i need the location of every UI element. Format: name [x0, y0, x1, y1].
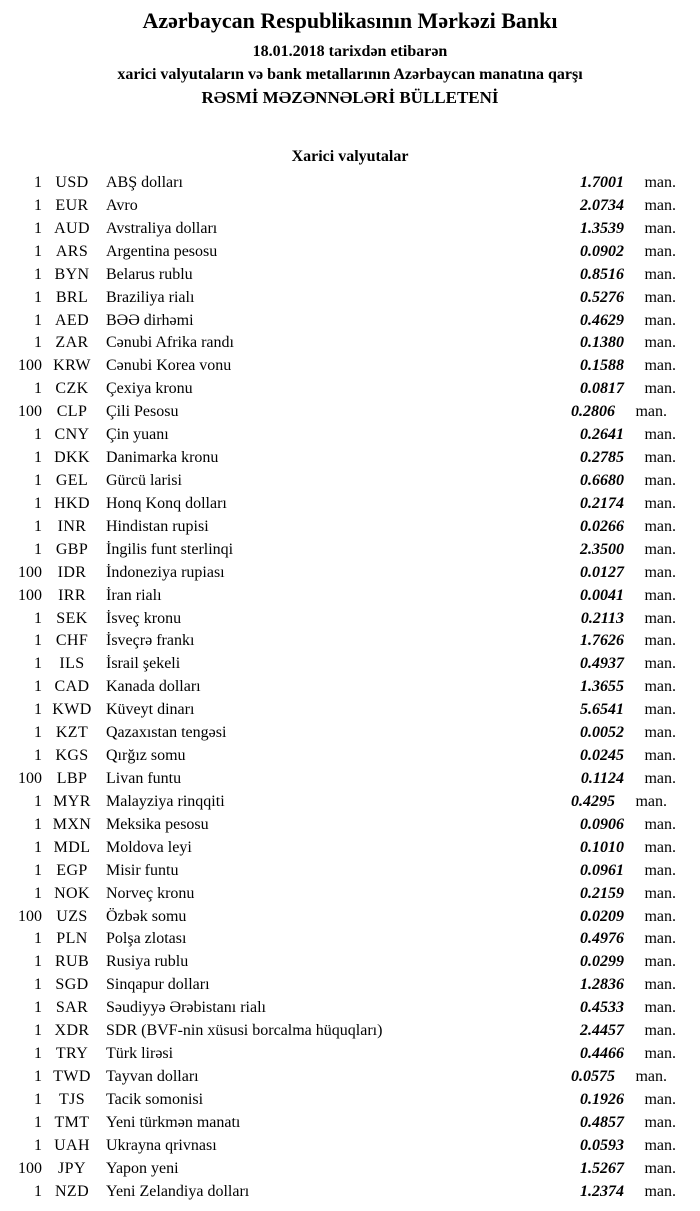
- exchange-rate: 2.0734: [580, 196, 624, 214]
- table-row: [0, 930, 700, 953]
- unit-label: man.: [644, 242, 676, 260]
- currency-code: IDR: [57, 563, 87, 581]
- currency-name: Cənubi Afrika randı: [106, 334, 234, 352]
- currency-name: Moldova leyi: [106, 838, 192, 856]
- exchange-rate: 0.2174: [580, 494, 624, 512]
- currency-code: RUB: [54, 953, 90, 971]
- currency-code: CZK: [55, 380, 89, 398]
- exchange-rate: 0.0593: [580, 1136, 624, 1154]
- document-header: [0, 7, 700, 110]
- currency-quantity: 1: [34, 288, 42, 306]
- table-row: [0, 426, 700, 449]
- unit-label: man.: [644, 288, 676, 306]
- table-row: [0, 1114, 700, 1137]
- exchange-rate: 1.2374: [580, 1182, 624, 1200]
- currency-quantity: 100: [18, 769, 42, 787]
- table-row: [0, 1137, 700, 1160]
- currency-quantity: 1: [34, 953, 42, 971]
- exchange-rate: 0.0902: [580, 242, 624, 260]
- unit-label: man.: [644, 219, 676, 237]
- exchange-rate: 0.4976: [580, 930, 624, 948]
- currency-quantity: 1: [34, 815, 42, 833]
- currency-quantity: 1: [34, 655, 42, 673]
- unit-label: man.: [644, 1022, 676, 1040]
- currency-quantity: 1: [34, 494, 42, 512]
- exchange-rate: 0.0266: [580, 517, 624, 535]
- exchange-rate: 0.0575: [571, 1067, 615, 1085]
- unit-label: man.: [644, 471, 676, 489]
- table-row: [0, 334, 700, 357]
- currency-name: İsrail şekeli: [106, 655, 181, 673]
- unit-label: man.: [644, 540, 676, 558]
- table-row: [0, 449, 700, 472]
- table-row: [0, 610, 700, 633]
- exchange-rate: 0.0817: [580, 380, 624, 398]
- exchange-rate: 0.0041: [580, 586, 624, 604]
- currency-code: BRL: [55, 288, 89, 306]
- currency-name: İsveçrə frankı: [106, 632, 195, 650]
- currency-quantity: 1: [34, 632, 42, 650]
- currency-quantity: 1: [34, 174, 42, 191]
- exchange-rate: 0.2641: [580, 426, 624, 444]
- unit-label: man.: [635, 403, 667, 421]
- currency-quantity: 100: [18, 1159, 42, 1177]
- table-row: [0, 747, 700, 770]
- table-row: [0, 885, 700, 908]
- table-row: [0, 587, 700, 610]
- unit-label: man.: [635, 1067, 667, 1085]
- currency-quantity: 1: [34, 1182, 42, 1200]
- currency-quantity: 1: [34, 1113, 42, 1131]
- currency-name: İran rialı: [106, 586, 162, 604]
- table-row: [0, 380, 700, 403]
- exchange-rate: 0.4466: [580, 1045, 624, 1063]
- exchange-rate: 0.4857: [580, 1113, 624, 1131]
- currency-name: Qazaxıstan tengəsi: [106, 724, 227, 742]
- unit-label: man.: [644, 494, 676, 512]
- unit-label: man.: [644, 724, 676, 742]
- currency-code: MYR: [53, 792, 91, 810]
- currency-name: Rusiya rublu: [106, 953, 189, 971]
- currency-code: TJS: [58, 1090, 86, 1108]
- currency-name: Honq Konq dolları: [106, 494, 227, 512]
- currency-name: BƏƏ dirhəmi: [106, 311, 194, 329]
- currency-name: Kanada dolları: [106, 678, 201, 696]
- currency-code: INR: [57, 517, 87, 535]
- currency-name: Yeni türkmən manatı: [106, 1113, 241, 1131]
- currency-code: IRR: [58, 586, 86, 604]
- currency-quantity: 1: [34, 380, 42, 398]
- unit-label: man.: [644, 426, 676, 444]
- table-row: [0, 678, 700, 701]
- currency-quantity: 1: [34, 265, 42, 283]
- currency-code: ARS: [55, 242, 89, 260]
- exchange-rate: 0.0052: [580, 724, 624, 742]
- unit-label: man.: [644, 196, 676, 214]
- currency-quantity: 1: [34, 838, 42, 856]
- currency-name: Səudiyyə Ərəbistanı rialı: [106, 999, 266, 1017]
- currency-quantity: 1: [34, 747, 42, 765]
- currency-name: Tayvan dolları: [106, 1067, 199, 1085]
- currency-quantity: 1: [34, 471, 42, 489]
- currency-quantity: 1: [34, 334, 42, 352]
- exchange-rate: 0.2159: [580, 884, 624, 902]
- currency-name: Sinqapur dolları: [106, 976, 210, 994]
- unit-label: man.: [644, 449, 676, 467]
- unit-label: man.: [644, 1182, 676, 1200]
- exchange-rate: 0.1926: [580, 1090, 624, 1108]
- currency-name: İndoneziya rupiası: [106, 563, 225, 581]
- bulletin-title: RƏSMİ MƏZƏNNƏLƏRİ BÜLLETENİ: [201, 88, 499, 107]
- currency-code: GBP: [55, 540, 89, 558]
- currency-code: UAH: [54, 1136, 90, 1154]
- currency-quantity: 1: [34, 540, 42, 558]
- unit-label: man.: [644, 265, 676, 283]
- unit-label: man.: [644, 701, 676, 719]
- currency-code: TRY: [55, 1045, 89, 1063]
- currency-quantity: 1: [34, 219, 42, 237]
- exchange-rate: 0.2113: [580, 609, 624, 627]
- effective-date-line: 18.01.2018 tarixdən etibarən: [252, 43, 448, 60]
- exchange-rate: 2.3500: [580, 540, 624, 558]
- currency-quantity: 1: [34, 976, 42, 994]
- currency-name: Danimarka kronu: [106, 449, 219, 467]
- table-row: [0, 220, 700, 243]
- currency-name: Çili Pesosu: [106, 403, 179, 421]
- currency-name: Polşa zlotası: [106, 930, 187, 948]
- table-row: [0, 174, 700, 197]
- currency-name: Malayziya rinqqiti: [106, 792, 225, 810]
- table-row: [0, 289, 700, 312]
- currency-quantity: 1: [34, 242, 42, 260]
- currency-code: ZAR: [55, 334, 89, 352]
- currency-code: CNY: [54, 426, 90, 444]
- currency-quantity: 100: [18, 357, 42, 375]
- currency-name: Küveyt dinarı: [106, 701, 195, 719]
- currency-quantity: 1: [34, 517, 42, 535]
- table-row: [0, 1068, 700, 1091]
- currency-code: EUR: [55, 196, 89, 214]
- exchange-rate: 0.0961: [580, 861, 624, 879]
- currency-name: Livan funtu: [106, 769, 182, 787]
- currency-code: XDR: [54, 1022, 90, 1040]
- exchange-rates-table: [0, 174, 700, 1205]
- table-row: [0, 701, 700, 724]
- currency-name: Norveç kronu: [106, 884, 195, 902]
- currency-code: DKK: [54, 449, 90, 467]
- currency-name: Yeni Zelandiya dolları: [106, 1182, 250, 1200]
- unit-label: man.: [644, 311, 676, 329]
- table-row: [0, 312, 700, 335]
- currency-name: Braziliya rialı: [106, 288, 195, 306]
- currency-quantity: 1: [34, 884, 42, 902]
- unit-label: man.: [644, 380, 676, 398]
- table-row: [0, 197, 700, 220]
- table-row: [0, 1091, 700, 1114]
- currency-name: Belarus rublu: [106, 265, 193, 283]
- table-row: [0, 1160, 700, 1183]
- exchange-rate: 0.6680: [580, 471, 624, 489]
- currency-code: NOK: [54, 884, 90, 902]
- currency-quantity: 1: [34, 196, 42, 214]
- table-row: [0, 632, 700, 655]
- table-row: [0, 1045, 700, 1068]
- table-row: [0, 357, 700, 380]
- currency-code: KZT: [55, 724, 89, 742]
- currency-quantity: 100: [18, 563, 42, 581]
- currency-quantity: 1: [34, 930, 42, 948]
- exchange-rate: 1.5267: [580, 1159, 624, 1177]
- exchange-rate: 0.0245: [580, 747, 624, 765]
- currency-name: Ukrayna qrivnası: [106, 1136, 217, 1154]
- unit-label: man.: [644, 907, 676, 925]
- currency-name: Özbək somu: [106, 907, 187, 925]
- currency-code: CLP: [56, 403, 88, 421]
- exchange-rate: 0.5276: [580, 288, 624, 306]
- currency-quantity: 1: [34, 701, 42, 719]
- currency-name: ABŞ dolları: [106, 174, 183, 191]
- exchange-rate: 0.2806: [571, 403, 615, 421]
- unit-label: man.: [644, 976, 676, 994]
- currency-code: HKD: [54, 494, 90, 512]
- currency-name: Argentina pesosu: [106, 242, 218, 260]
- unit-label: man.: [644, 334, 676, 352]
- table-row: [0, 655, 700, 678]
- exchange-rate: 1.7626: [580, 632, 624, 650]
- exchange-rate: 2.4457: [580, 1022, 624, 1040]
- exchange-rate: 1.7001: [580, 174, 624, 191]
- unit-label: man.: [635, 792, 667, 810]
- unit-label: man.: [644, 1090, 676, 1108]
- exchange-rate: 0.1380: [580, 334, 624, 352]
- currency-quantity: 1: [34, 1090, 42, 1108]
- currency-quantity: 1: [34, 1136, 42, 1154]
- table-row: [0, 243, 700, 266]
- unit-label: man.: [644, 1045, 676, 1063]
- currency-quantity: 1: [34, 1067, 42, 1085]
- currency-name: Hindistan rupisi: [106, 517, 209, 535]
- exchange-rate: 0.2785: [580, 449, 624, 467]
- table-row: [0, 403, 700, 426]
- exchange-rate: 1.3539: [580, 219, 624, 237]
- currency-quantity: 1: [34, 861, 42, 879]
- exchange-rate: 0.0127: [580, 563, 624, 581]
- currency-quantity: 1: [34, 426, 42, 444]
- exchange-rate: 0.1124: [580, 769, 624, 787]
- currency-name: İngilis funt sterlinqi: [106, 540, 234, 558]
- unit-label: man.: [644, 930, 676, 948]
- exchange-rate: 1.2836: [580, 976, 624, 994]
- currency-name: Çexiya kronu: [106, 380, 193, 398]
- unit-label: man.: [644, 632, 676, 650]
- currency-name: İsveç kronu: [106, 609, 182, 627]
- currency-quantity: 1: [34, 678, 42, 696]
- currency-quantity: 100: [18, 586, 42, 604]
- currency-name: Misir funtu: [106, 861, 179, 879]
- currency-quantity: 1: [34, 1022, 42, 1040]
- section-title-foreign-currencies: Xarici valyutalar: [291, 148, 409, 165]
- unit-label: man.: [644, 517, 676, 535]
- currency-code: LBP: [56, 769, 88, 787]
- currency-quantity: 1: [34, 792, 42, 810]
- currency-name: Türk lirəsi: [106, 1045, 174, 1063]
- exchange-rate: 0.8516: [580, 265, 624, 283]
- currency-code: GEL: [55, 471, 89, 489]
- currency-code: SEK: [56, 609, 88, 627]
- currency-quantity: 100: [18, 403, 42, 421]
- currency-quantity: 1: [34, 311, 42, 329]
- unit-label: man.: [644, 586, 676, 604]
- unit-label: man.: [644, 953, 676, 971]
- subtitle-line: xarici valyutaların və bank metallarının Azərbaycan manatına qarşı: [117, 66, 583, 83]
- exchange-rate: 0.4533: [580, 999, 624, 1017]
- exchange-rate: 5.6541: [580, 701, 624, 719]
- table-row: [0, 839, 700, 862]
- exchange-rate: 0.1010: [580, 838, 624, 856]
- unit-label: man.: [644, 174, 676, 191]
- currency-code: USD: [55, 174, 89, 191]
- table-row: [0, 908, 700, 931]
- currency-quantity: 100: [18, 907, 42, 925]
- currency-code: PLN: [56, 930, 88, 948]
- table-row: [0, 495, 700, 518]
- currency-code: TWD: [53, 1067, 91, 1085]
- unit-label: man.: [644, 655, 676, 673]
- unit-label: man.: [644, 357, 676, 375]
- currency-quantity: 1: [34, 609, 42, 627]
- unit-label: man.: [644, 1113, 676, 1131]
- currency-quantity: 1: [34, 999, 42, 1017]
- currency-code: NZD: [54, 1182, 90, 1200]
- bank-title: Azərbaycan Respublikasının Mərkəzi Bankı: [142, 8, 558, 33]
- currency-name: Çin yuanı: [106, 426, 169, 444]
- exchange-rate: 0.4937: [580, 655, 624, 673]
- exchange-rate: 1.3655: [580, 678, 624, 696]
- exchange-rate: 0.4295: [571, 792, 615, 810]
- unit-label: man.: [644, 769, 676, 787]
- currency-code: BYN: [54, 265, 90, 283]
- exchange-rate: 0.4629: [580, 311, 624, 329]
- currency-name: Cənubi Korea vonu: [106, 357, 232, 375]
- table-row: [0, 472, 700, 495]
- unit-label: man.: [644, 861, 676, 879]
- currency-name: Gürcü larisi: [106, 471, 182, 489]
- table-row: [0, 266, 700, 289]
- currency-code: AED: [54, 311, 90, 329]
- unit-label: man.: [644, 884, 676, 902]
- currency-name: Avro: [106, 196, 138, 214]
- currency-code: KWD: [52, 701, 92, 719]
- currency-quantity: 1: [34, 1045, 42, 1063]
- currency-name: Tacik somonisi: [106, 1090, 204, 1108]
- currency-code: SGD: [55, 976, 89, 994]
- exchange-rate: 0.1588: [580, 357, 624, 375]
- currency-quantity: 1: [34, 724, 42, 742]
- unit-label: man.: [644, 563, 676, 581]
- table-row: [0, 1183, 700, 1206]
- table-row: [0, 816, 700, 839]
- unit-label: man.: [644, 747, 676, 765]
- table-row: [0, 999, 700, 1022]
- unit-label: man.: [644, 815, 676, 833]
- unit-label: man.: [644, 678, 676, 696]
- currency-code: ILS: [59, 655, 85, 673]
- currency-name: Yapon yeni: [106, 1159, 179, 1177]
- currency-name: Avstraliya dolları: [106, 219, 218, 237]
- currency-code: KGS: [55, 747, 89, 765]
- table-row: [0, 724, 700, 747]
- table-row: [0, 518, 700, 541]
- currency-code: MXN: [52, 815, 92, 833]
- table-row: [0, 564, 700, 587]
- exchange-rate: 0.0209: [580, 907, 624, 925]
- currency-code: TMT: [54, 1113, 90, 1131]
- currency-quantity: 1: [34, 449, 42, 467]
- currency-name: Qırğız somu: [106, 747, 186, 765]
- currency-name: Meksika pesosu: [106, 815, 209, 833]
- table-row: [0, 976, 700, 999]
- currency-code: CAD: [54, 678, 90, 696]
- unit-label: man.: [644, 1159, 676, 1177]
- table-row: [0, 541, 700, 564]
- currency-code: UZS: [56, 907, 88, 925]
- currency-name: SDR (BVF-nin xüsusi borcalma hüquqları): [106, 1022, 383, 1040]
- table-row: [0, 770, 700, 793]
- unit-label: man.: [644, 838, 676, 856]
- table-row: [0, 1022, 700, 1045]
- currency-code: EGP: [56, 861, 88, 879]
- unit-label: man.: [644, 609, 676, 627]
- currency-code: KRW: [53, 357, 91, 375]
- unit-label: man.: [644, 999, 676, 1017]
- currency-code: CHF: [55, 632, 89, 650]
- table-row: [0, 953, 700, 976]
- currency-code: JPY: [58, 1159, 86, 1177]
- table-row: [0, 793, 700, 816]
- currency-code: AUD: [54, 219, 90, 237]
- exchange-rate: 0.0299: [580, 953, 624, 971]
- exchange-rate: 0.0906: [580, 815, 624, 833]
- unit-label: man.: [644, 1136, 676, 1154]
- table-row: [0, 862, 700, 885]
- currency-code: SAR: [55, 999, 89, 1017]
- currency-code: MDL: [53, 838, 91, 856]
